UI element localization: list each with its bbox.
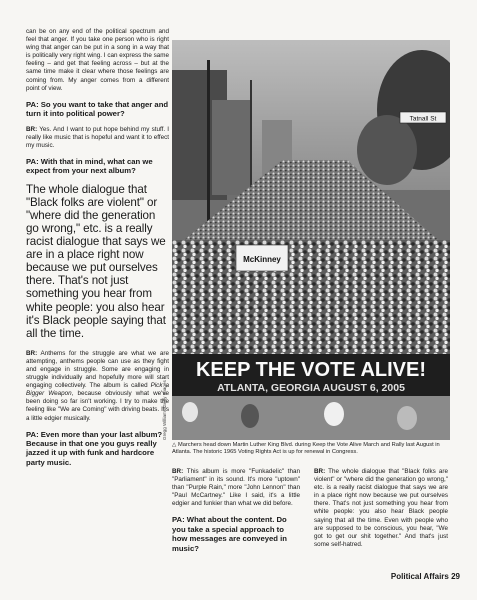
paragraph-1: can be on any end of the political spectrum and feel that anger. If you take one person who is right wing that anger can be put in a song in a way that is politically very right wing. I can express the same feeling – and get that feeling across – but at the same time make it clear where those feelings are coming from. My anger comes from a different point of view.	[26, 28, 169, 92]
left-column	[26, 28, 169, 474]
column-2	[172, 468, 300, 560]
held-sign-text: McKinney	[243, 255, 281, 264]
answer-text: Anthems for the struggle are what we are attempting, anthems people can use as they fight and engage in struggle. Some are engaging in struggle individually and hopefully more will start engaging collectively. The album is called	[26, 349, 169, 390]
question-text: Even more than your last album? Because in that one you guys really jazzed it up with funk and hardcore party music.	[26, 429, 163, 467]
answer-label: BR:	[26, 125, 38, 133]
question-text: So you want to take that anger and turn it into political power?	[26, 99, 169, 119]
photo-credit	[162, 330, 172, 440]
answer-text: The whole dialogue that "Black folks are violent" or "where did the generation go wrong," etc. is a really racist dialogue that says we are in a place right now because we put ourselves there. That's not just something you hear from white people: you also hear Black people saying that all the time. Even with people who are supposed to be conscious, you hear, "We got to get our shit together." And that's just some self-hatred.	[314, 468, 448, 548]
answer-3	[172, 468, 300, 508]
page-number: 29	[451, 572, 460, 581]
question-3	[26, 430, 169, 468]
question-2	[26, 157, 169, 176]
answer-4	[314, 468, 448, 549]
question-label: PA:	[26, 429, 39, 439]
question-label: PA:	[26, 99, 39, 109]
banner-line-1: KEEP THE VOTE ALIVE!	[195, 359, 427, 381]
pull-quote: The whole dialogue that "Black folks are violent" or "where did the generation go wrong," etc. is a really racist dialogue that says we are in a place right now because we put ourselves there. That's not just something you hear from white people: you also hear it's Black people saying that all the time.	[26, 182, 166, 340]
march-photo-illustration	[172, 40, 450, 440]
album-title: Pick a Bigger Weapon	[26, 382, 169, 398]
page-footer	[370, 572, 460, 581]
answer-label: BR:	[172, 468, 184, 475]
question-4	[172, 515, 300, 553]
question-text: What about the content. Do you take a special approach to how messages are conveyed in music?	[172, 515, 287, 553]
banner-line-2: ATLANTA, GEORGIA AUGUST 6, 2005	[217, 382, 405, 394]
question-1	[26, 100, 169, 119]
answer-2	[26, 350, 169, 423]
column-3	[314, 468, 448, 556]
march-photo	[172, 40, 450, 440]
answer-text: Yes. And I want to put hope behind my stuff. I really like music that is hopeful and want it to effect my music.	[26, 125, 169, 149]
answer-text: This album is more "Funkadelic" than "Parliament" in its sound. It's more "uptown" than "Purple Rain," more "John Lennon" than "Paul McCartney." Like I said, it's a little edgier and funkier than what we did before.	[172, 468, 300, 508]
magazine-name: Political Affairs	[390, 572, 449, 581]
photo-caption: △ Marchers head down Martin Luther King Blvd. during Keep the Vote Alive March and Rally last August in Atlanta. The historic 1965 Voting Rights Act is up for renewal in Congress.	[172, 442, 440, 456]
answer-1	[26, 126, 169, 150]
street-sign-text: Tatnall St	[409, 115, 437, 123]
question-label: PA:	[26, 156, 39, 166]
question-label: PA:	[172, 515, 185, 525]
question-text: With that in mind, what can we expect from your next album?	[26, 156, 153, 176]
answer-label: BR:	[314, 468, 326, 475]
photo-credit-text: Gregg Williams/Getty Images	[162, 380, 167, 440]
answer-label: BR:	[26, 349, 38, 357]
answer-text-rest: , because obviously what we've been doing so far isn't working. I try to make the feeling like "We are Coming" with driving beats. It's a little edgier musically.	[26, 390, 169, 422]
